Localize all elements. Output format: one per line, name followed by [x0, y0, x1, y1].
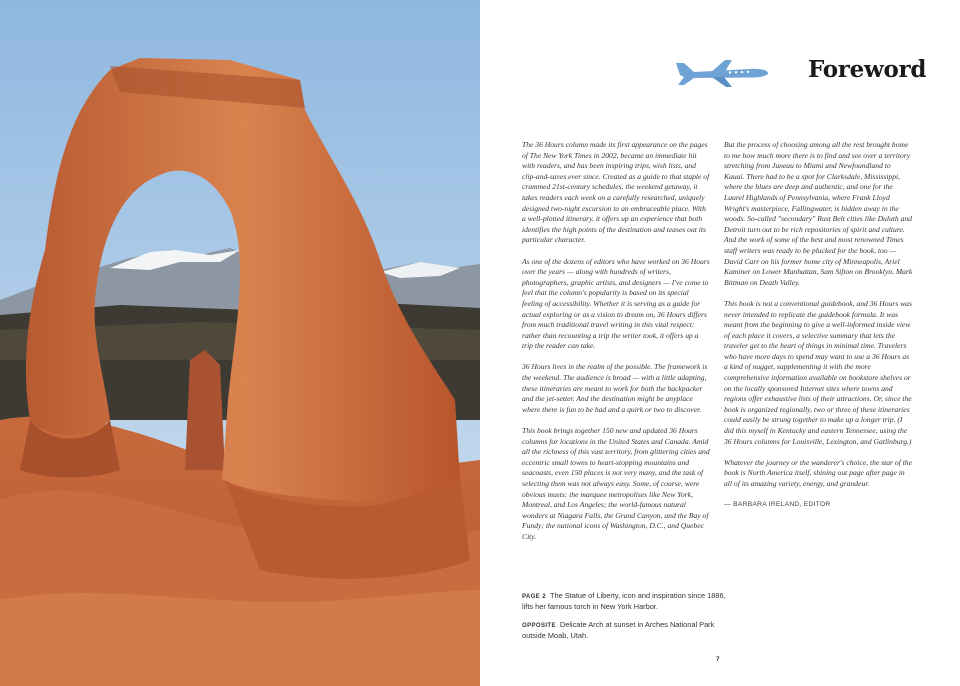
left-text-column — [522, 140, 711, 553]
airplane-icon — [670, 55, 770, 89]
paragraph: The 36 Hours column made its first appearance on the pages of The New York Times in 2002, became an immediate hit with readers, and has been inspiring trips, wish lists, and clip-and-saves ever since. Created as a guide to that staple of crammed 21st-century schedules, the weekend getaway, it takes readers each week on a carefully researched, uniquely designed two-night excursion to an embraceable place. With a well-plotted itinerary, it offers up an experience that both identifies the high points of the destination and teases out its particular character. — [522, 140, 710, 245]
foreword-page — [480, 0, 960, 686]
paragraph: As one of the dozens of editors who have worked on 36 Hours over the years — along with hundreds of writers, photographers, graphic artists, and designers — I've come to feel that the column's popularity is based on its special feeling of accessibility. Whether it is serving as a guide for actual exploring or as a vision to dream on, 36 Hours differs from much traditional travel writing in this vital respect: rather than recounting a trip the writer took, it offers up a trip the reader can take. — [522, 256, 710, 351]
page-number: 7 — [716, 656, 720, 663]
caption-label: PAGE 2 — [522, 594, 546, 600]
page-title: Foreword — [808, 56, 927, 83]
caption-label: OPPOSITE — [522, 623, 556, 629]
paragraph: 36 Hours lives in the realm of the possible. The framework is the weekend. The audience is broad — with a little adapting, these itineraries are meant to work for both the backpacker and the jet-setter. And the destination might be anyplace where there is fun to be had and a quirk or two to discover. — [522, 362, 708, 414]
right-text-column — [724, 140, 913, 521]
caption — [522, 591, 732, 612]
caption-text: Delicate Arch at sunset in Arches National Park outside Moab, Utah. — [522, 620, 715, 640]
caption-text: The Statue of Liberty, icon and inspiration since 1886, lifts her famous torch in New York Harbor. — [522, 591, 726, 611]
caption — [522, 620, 732, 641]
author-signature: — BARBARA IRELAND, EDITOR — [724, 501, 831, 509]
paragraph: But the process of choosing among all the rest brought home to me how much more there is to find and see over a territory stretching from Juneau to Miami and Newfoundland to Kauai. There had to be a spot for Clarksdale, Mississippi, where the blues are deep and authentic, and one for the Laurel Highlands of Pennsylvania, where Frank Lloyd Wright's masterpiece, Fallingwater, is hidden away in the woods. So-called "secondary" Rust Belt cities like Duluth and Detroit turn out to be rich repositories of spirit and culture. And the work of some of the best and most renowned Times staff writers was ready to be plucked for the book, too — David Carr on his former home city of Minneapolis, Ariel Kaminer on Lower Manhattan, Sam Sifton on Brooklyn, Mark Bittman on Death Valley. — [724, 140, 913, 287]
paragraph: This book is not a conventional guidebook, and 36 Hours was never intended to replicate the guidebook formula. It was meant from the beginning to give a well-informed inside view of each place it covers, a selective summary that lets the traveler get to the heart of things in minimal time. Travelers who have more days to spend may want to use a 36 Hours as a kind of nugget, supplementing it with the more comprehensive information available on bookstore shelves or on the locally sponsored Internet sites where towns and regions offer exhaustive lists of their attractions. Or, since the book is organized regionally, two or three of these itineraries could easily be strung together to make up a longer trip. (I did this myself in Kentucky and eastern Tennessee, using the 36 Hours columns for Louisville, Lexington, and Gatlinburg.) — [724, 298, 912, 446]
photo-captions — [522, 591, 732, 649]
paragraph: Whatever the journey or the wanderer's choice, the star of the book is North America itself, shining out page after page in all of its amazing variety, energy, and grandeur. — [724, 457, 912, 488]
paragraph: This book brings together 150 new and updated 36 Hours columns for locations in the United States and Canada. Amid all the richness of this vast territory, from glittering cities and eccentric small towns to heart-stopping mountains and seacoasts, even 150 places is not very many, and the task of selecting them was not always easy. Some, of course, were obvious musts: the marquee metropolises like New York, Montreal, and Los Angeles; the world-famous natural wonders at Niagara Falls, the Grand Canyon, and the Bay of Fundy; the national icons of Washington, D.C., and Quebec City. — [522, 426, 710, 541]
